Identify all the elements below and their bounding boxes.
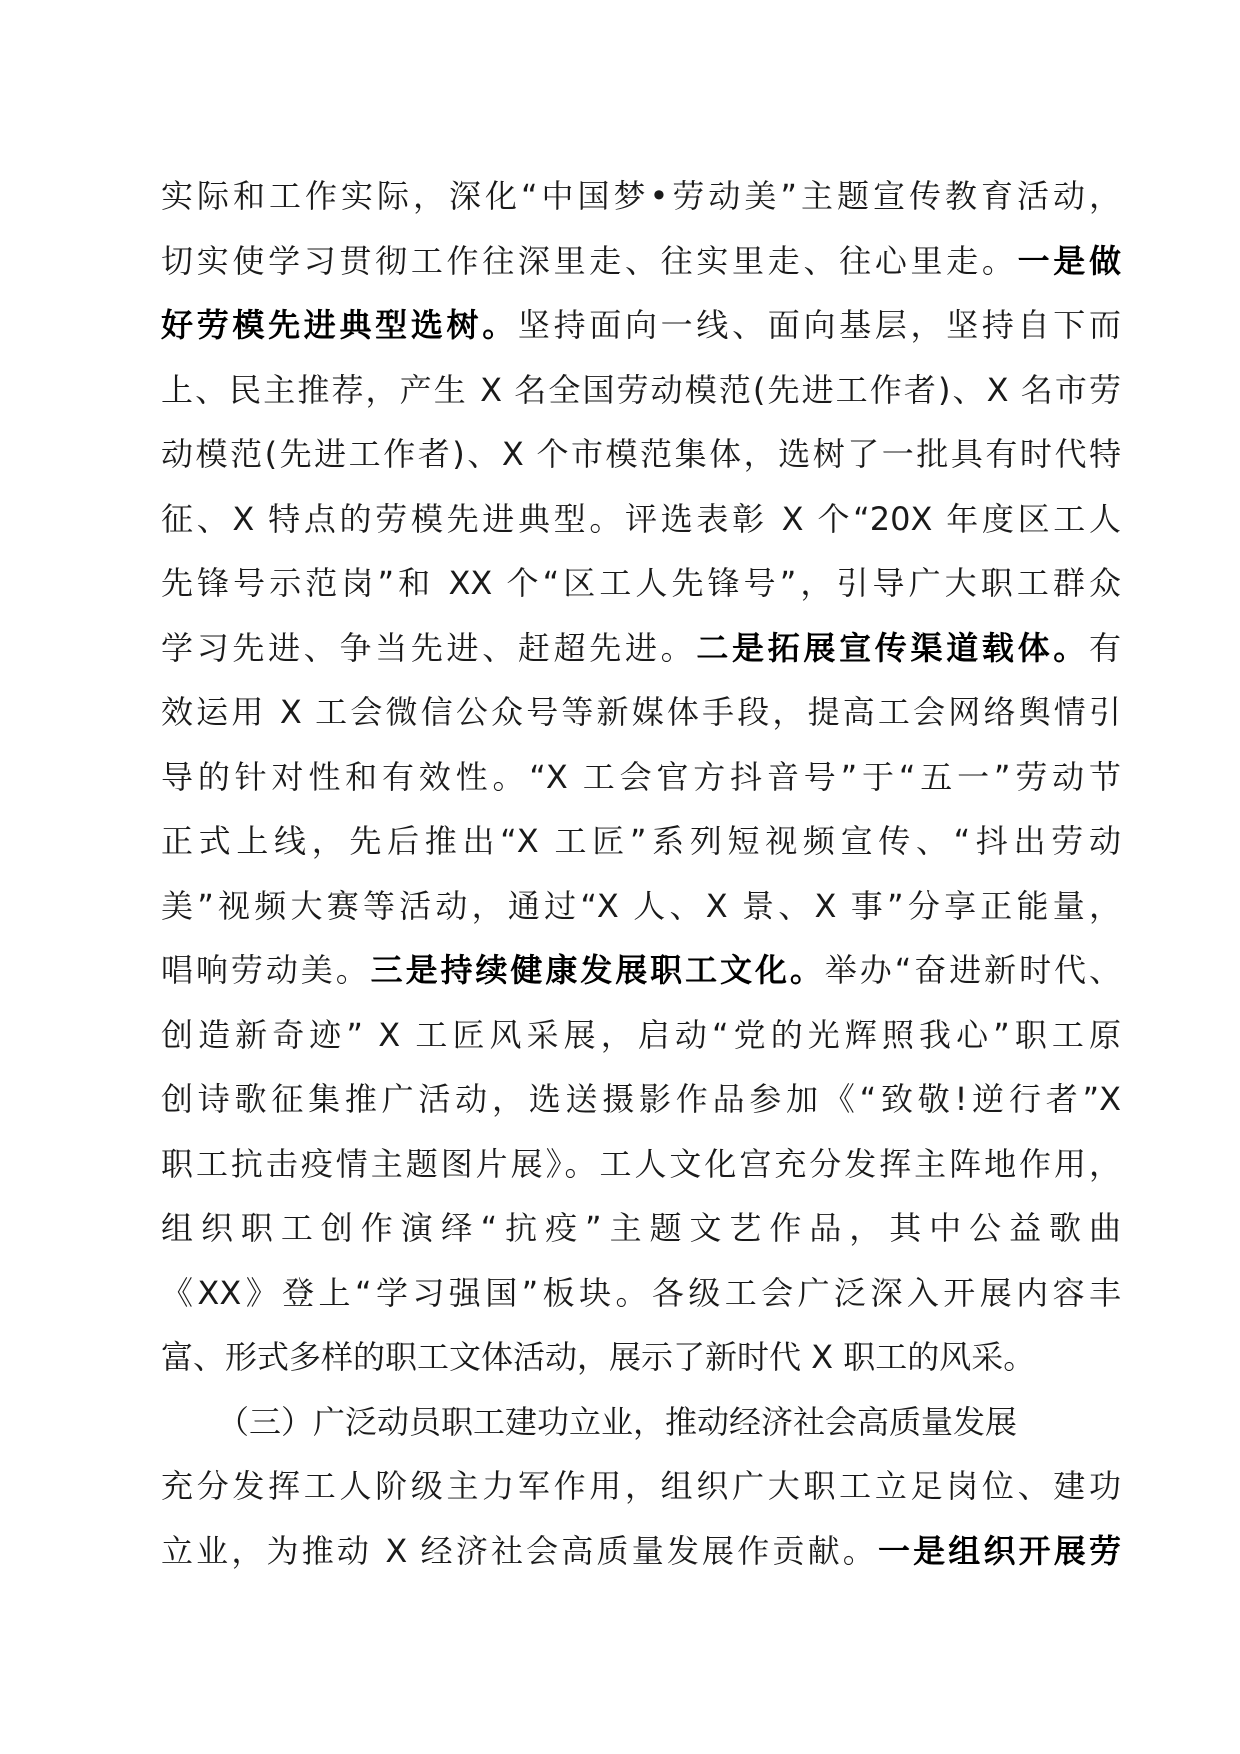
text-run: 《XX》登上“学习强国”板块。各级工会广泛深入开展内容丰 [161, 1273, 1121, 1312]
text-run: 切实使学习贯彻工作往深里走、往实里走、往心里走。 [161, 241, 1018, 280]
text-line [161, 229, 1121, 294]
text-line [161, 164, 1121, 229]
text-line [161, 358, 1121, 423]
text-run: 职工抗击疫情主题图片展》。工人文化宫充分发挥主阵地作用， [161, 1144, 1121, 1183]
bold-heading-run: 三是持续健康发展职工文化。 [370, 951, 825, 989]
document-body [161, 164, 1121, 1583]
text-run: 有 [1088, 628, 1121, 667]
text-line [161, 422, 1121, 487]
bold-heading-run: 一是做 [1017, 241, 1121, 280]
text-run: 富、形式多样的职工文体活动，展示了新时代 X 职工的风采。 [161, 1338, 1036, 1376]
text-line [161, 745, 1121, 810]
text-line [161, 1132, 1121, 1197]
text-run: 导的针对性和有效性。“X 工会官方抖音号”于“五一”劳动节 [161, 757, 1121, 796]
text-run: 唱响劳动美。 [161, 951, 371, 989]
text-line [161, 1519, 1121, 1584]
text-line [161, 809, 1121, 874]
text-line [161, 551, 1121, 616]
text-run: 征、X 特点的劳模先进典型。评选表彰 X 个“20X 年度区工人 [161, 499, 1121, 538]
bold-heading-run: 一是组织开展劳 [877, 1531, 1121, 1570]
text-line [161, 1261, 1121, 1326]
text-run: 动模范(先进工作者)、X 个市模范集体，选树了一批具有时代特 [161, 435, 1121, 473]
paragraph-last-line [161, 1325, 1121, 1390]
text-line [161, 1067, 1121, 1132]
text-run: 坚持面向一线、面向基层，坚持自下而 [517, 306, 1121, 344]
text-line [161, 293, 1121, 358]
section-heading-text: （三）广泛动员职工建功立业，推动经济社会高质量发展 [217, 1402, 1018, 1441]
text-run: 举办“奋进新时代、 [824, 951, 1121, 989]
text-run: 正式上线，先后推出“X 工匠”系列短视频宣传、“抖出劳动 [161, 822, 1121, 860]
text-run: 美”视频大赛等活动，通过“X 人、X 景、X 事”分享正能量， [161, 886, 1121, 925]
text-line [161, 1454, 1121, 1519]
bold-heading-run: 好劳模先进典型选树。 [161, 306, 518, 344]
text-run: 组织职工创作演绎“抗疫”主题文艺作品，其中公益歌曲 [161, 1209, 1121, 1247]
text-run: 立业，为推动 X 经济社会高质量发展作贡献。 [161, 1531, 878, 1570]
text-run: 学习先进、争当先进、赶超先进。 [161, 628, 697, 667]
text-run: 效运用 X 工会微信公众号等新媒体手段，提高工会网络舆情引 [161, 693, 1121, 731]
text-line [161, 616, 1121, 681]
text-run: 创诗歌征集推广活动，选送摄影作品参加《“致敬!逆行者”X [161, 1080, 1121, 1118]
text-line [161, 874, 1121, 939]
text-run: 实际和工作实际，深化“中国梦•劳动美”主题宣传教育活动， [161, 177, 1121, 215]
text-line [161, 487, 1121, 552]
text-line [161, 1003, 1121, 1068]
text-line [161, 1196, 1121, 1261]
text-run: 上、民主推荐，产生 X 名全国劳动模范(先进工作者)、X 名市劳 [161, 370, 1121, 409]
text-line [161, 938, 1121, 1003]
text-run: 充分发挥工人阶级主力军作用，组织广大职工立足岗位、建功 [161, 1467, 1121, 1505]
bold-heading-run: 二是拓展宣传渠道载体。 [696, 628, 1089, 667]
section-heading [161, 1390, 1121, 1455]
text-line [161, 680, 1121, 745]
text-run: 创造新奇迹” X 工匠风采展，启动“党的光辉照我心”职工原 [161, 1015, 1121, 1054]
text-run: 先锋号示范岗”和 XX 个“区工人先锋号”，引导广大职工群众 [161, 564, 1121, 602]
